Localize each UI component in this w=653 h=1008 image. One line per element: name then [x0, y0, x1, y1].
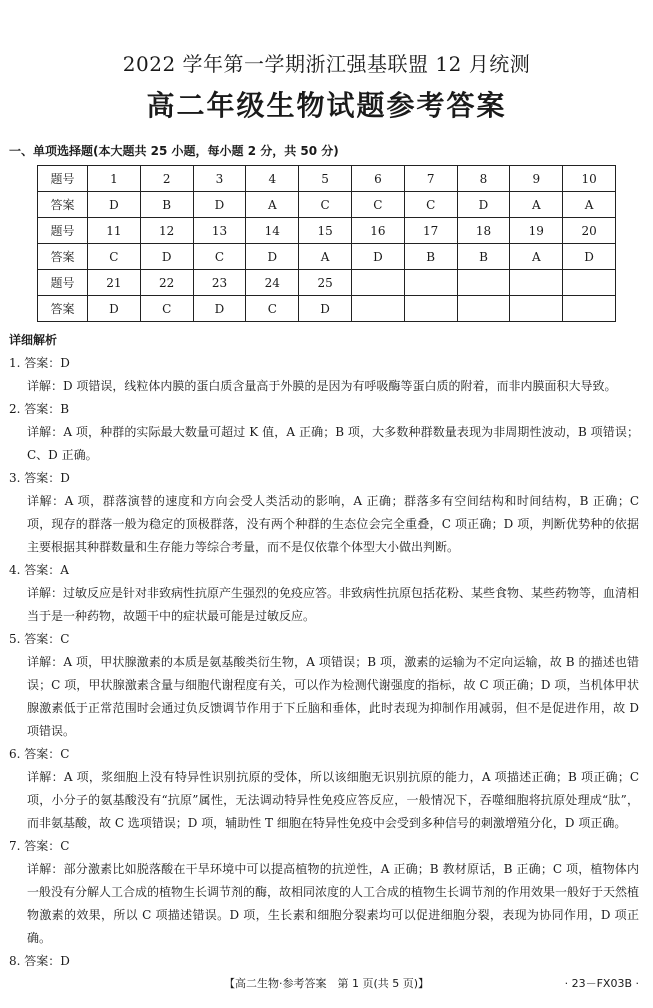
- answer-cell: A: [510, 192, 563, 218]
- question-number-cell: 6: [351, 166, 404, 192]
- question-explanation: 详解：A 项，种群的实际最大数量可超过 K 值，A 正确；B 项，大多数种群数量表现为非周期性波动，B 项错误；C、D 正确。: [27, 425, 639, 462]
- row-label-answer: 答案: [38, 244, 88, 270]
- question-explanation: 详解：A 项，浆细胞上没有特异性识别抗原的受体，所以该细胞无识别抗原的能力，A 项描述正确；B 项正确；C 项，小分子的氨基酸没有“抗原”属性，无法调动特异性免疫应答反应，一般情况下，吞噬细胞将抗原处理成“肽”，而非氨基酸，故 C 选项错误；D 项，辅助性 T 细胞在特异性免疫中会受到多种信号的刺激增殖分化，D 项正确。: [27, 770, 639, 830]
- question-number-cell: 7: [404, 166, 457, 192]
- question-explanation: 详解：过敏反应是针对非致病性抗原产生强烈的免疫应答。非致病性抗原包括花粉、某些食物、某些药物等，血清相当于是一种药物，故题干中的症状最可能是过敏反应。: [27, 586, 640, 623]
- answer-cell: A: [563, 192, 616, 218]
- detailed-explanations: [9, 329, 639, 973]
- details-heading: 详细解析: [9, 333, 58, 347]
- answer-cell: D: [88, 296, 141, 322]
- table-row-answers: [38, 244, 616, 270]
- question-number-cell: 23: [193, 270, 246, 296]
- question-number-cell: 15: [299, 218, 352, 244]
- answer-cell: D: [193, 296, 246, 322]
- question-number-cell: 12: [140, 218, 193, 244]
- answer-key-title: 高二年级生物试题参考答案: [146, 89, 507, 122]
- row-label-question: 题号: [38, 218, 88, 244]
- page-footer: 【高二生物·参考答案 第 1 页(共 5 页)】: [223, 977, 430, 990]
- answer-cell: C: [299, 192, 352, 218]
- table-row-answers: [38, 192, 616, 218]
- question-number-cell: 8: [457, 166, 510, 192]
- answer-cell: [457, 296, 510, 322]
- question-number-cell: 22: [140, 270, 193, 296]
- row-label-answer: 答案: [38, 192, 88, 218]
- answer-cell: C: [88, 244, 141, 270]
- question-explanation: 详解：A 项，群落演替的速度和方向会受人类活动的影响，A 正确；群落多有空间结构和时间结构，B 正确；C 项，现存的群落一般为稳定的顶极群落，没有两个种群的生态位会完全重叠，C 项正确；D 项，判断优势种的依据主要根据其种群数量和生存能力等综合考量，而不是仅依靠个体型大小做出判断。: [27, 494, 639, 554]
- question-number-cell: 21: [88, 270, 141, 296]
- answer-cell: A: [246, 192, 299, 218]
- table-row-question-numbers: [38, 270, 616, 296]
- question-number-cell: 4: [246, 166, 299, 192]
- answer-cell: D: [351, 244, 404, 270]
- section-heading: 一、单项选择题(本大题共 25 小题，每小题 2 分，共 50 分): [9, 144, 339, 158]
- question-number-cell: 5: [299, 166, 352, 192]
- answer-cell: B: [457, 244, 510, 270]
- answer-cell: C: [193, 244, 246, 270]
- question-number-cell: 13: [193, 218, 246, 244]
- question-number-cell: 18: [457, 218, 510, 244]
- explanation-list: [9, 352, 639, 973]
- row-label-question: 题号: [38, 270, 88, 296]
- row-label-question: 题号: [38, 166, 88, 192]
- answer-cell: [510, 296, 563, 322]
- answer-cell: D: [88, 192, 141, 218]
- exam-title: 2022 学年第一学期浙江强基联盟 12 月统测: [122, 52, 531, 76]
- question-number-cell: [351, 270, 404, 296]
- answer-cell: [563, 296, 616, 322]
- answer-cell: D: [246, 244, 299, 270]
- question-number-cell: 14: [246, 218, 299, 244]
- question-explanation: 详解：A 项，甲状腺激素的本质是氨基酸类衍生物，A 项错误；B 项，激素的运输为不定向运输，故 B 的描述也错误；C 项，甲状腺激素含量与细胞代谢程度有关，可以作为检测代谢强度的指标，故 C 项正确；D 项，当机体甲状腺激素低于正常范围时会通过负反馈调节作用于下丘脑和垂体，此时表现为抑制作用减弱，但不是促进作用，故 D 项错误。: [27, 655, 639, 738]
- question-answer: 3. 答案：D: [9, 471, 70, 485]
- question-number-cell: 16: [351, 218, 404, 244]
- question-number-cell: 20: [563, 218, 616, 244]
- question-answer: 1. 答案：D: [9, 356, 70, 370]
- question-number-cell: [404, 270, 457, 296]
- table-row-answers: [38, 296, 616, 322]
- question-number-cell: [510, 270, 563, 296]
- question-number-cell: 24: [246, 270, 299, 296]
- answer-cell: D: [457, 192, 510, 218]
- answer-cell: C: [404, 192, 457, 218]
- table-row-question-numbers: [38, 218, 616, 244]
- table-row-question-numbers: [38, 166, 616, 192]
- question-number-cell: 2: [140, 166, 193, 192]
- question-number-cell: 17: [404, 218, 457, 244]
- question-answer: 6. 答案：C: [9, 747, 70, 761]
- answer-cell: D: [193, 192, 246, 218]
- question-answer: 8. 答案：D: [9, 954, 70, 968]
- question-answer: 5. 答案：C: [9, 632, 70, 646]
- question-explanation: 详解：部分激素比如脱落酸在干旱环境中可以提高植物的抗逆性，A 正确；B 教材原话，B 正确；C 项，植物体内一般没有分解人工合成的植物生长调节剂的酶，故相同浓度的人工合成的植物生长调节剂的作用效果一般好于天然植物激素的效果，所以 C 项描述错误。D 项，生长素和细胞分裂素均可以促进细胞分裂，表现为协同作用，D 项正确。: [27, 862, 640, 945]
- question-number-cell: 9: [510, 166, 563, 192]
- row-label-answer: 答案: [38, 296, 88, 322]
- answer-cell: [351, 296, 404, 322]
- answer-cell: B: [404, 244, 457, 270]
- answer-cell: C: [246, 296, 299, 322]
- answer-cell: D: [563, 244, 616, 270]
- question-number-cell: 1: [88, 166, 141, 192]
- question-number-cell: 19: [510, 218, 563, 244]
- question-number-cell: 11: [88, 218, 141, 244]
- question-number-cell: 10: [563, 166, 616, 192]
- question-number-cell: [563, 270, 616, 296]
- answer-cell: D: [299, 296, 352, 322]
- answer-table: [37, 165, 616, 322]
- answer-cell: C: [140, 296, 193, 322]
- answer-cell: B: [140, 192, 193, 218]
- question-answer: 2. 答案：B: [9, 402, 70, 416]
- answer-cell: C: [351, 192, 404, 218]
- doc-code: · 23－FX03B ·: [564, 977, 639, 990]
- question-number-cell: 3: [193, 166, 246, 192]
- answer-cell: [404, 296, 457, 322]
- answer-cell: D: [140, 244, 193, 270]
- question-explanation: 详解：D 项错误，线粒体内膜的蛋白质含量高于外膜的是因为有呼吸酶等蛋白质的附着，而非内膜面积大导致。: [27, 379, 617, 393]
- question-number-cell: 25: [299, 270, 352, 296]
- question-answer: 4. 答案：A: [9, 563, 69, 577]
- answer-cell: A: [510, 244, 563, 270]
- question-answer: 7. 答案：C: [9, 839, 70, 853]
- question-number-cell: [457, 270, 510, 296]
- answer-cell: A: [299, 244, 352, 270]
